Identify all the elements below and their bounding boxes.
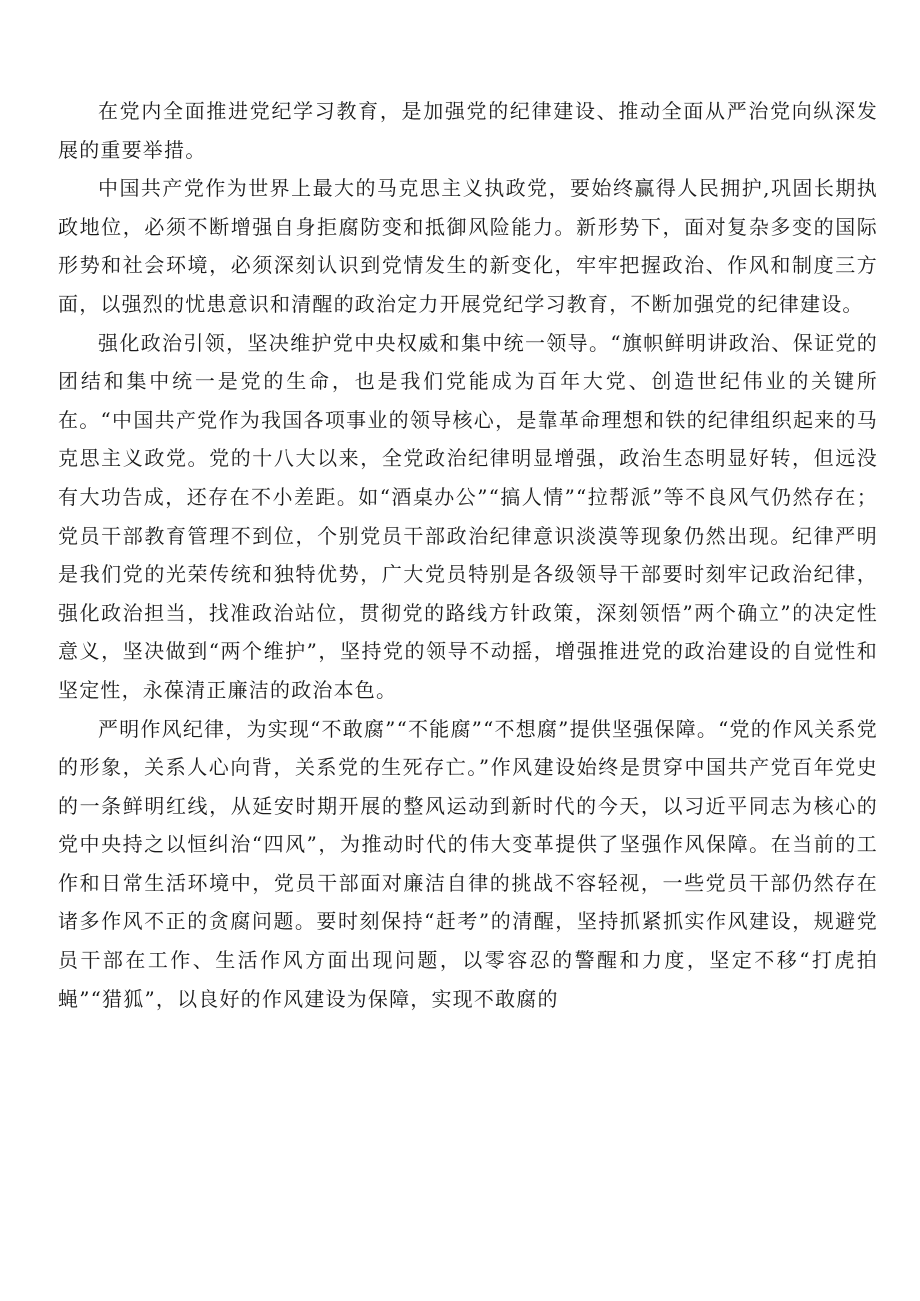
paragraph-3: 强化政治引领，坚决维护党中央权威和集中统一领导。“旗帜鲜明讲政治、保证党的团结和集中统一是党的生命，也是我们党能成为百年大党、创造世纪伟业的关键所在。“中国共产党作为我国各项事业的领导核心，是靠革命理想和铁的纪律组织起来的马克思主义政党。党的十八大以来，全党政治纪律明显增强，政治生态明显好转，但远没有大功告成，还存在不小差距。如“酒桌办公”“搞人情”“拉帮派”等不良风气仍然存在；党员干部教育管理不到位，个别党员干部政治纪律意识淡漠等现象仍然出现。纪律严明是我们党的光荣传统和独特优势，广大党员特别是各级领导干部要时刻牢记政治纪律，强化政治担当，找准政治站位，贯彻党的路线方针政策，深刻领悟”两个确立”的决定性意义，坚决做到“两个维护”，坚持党的领导不动摇，增强推进党的政治建设的自觉性和坚定性，永葆清正廉洁的政治本色。 bbox=[58, 330, 878, 702]
document-body bbox=[58, 92, 878, 1018]
paragraph-2: 中国共产党作为世界上最大的马克思主义执政党，要始终赢得人民拥护,巩固长期执政地位，必须不断增强自身拒腐防变和抵御风险能力。新形势下，面对复杂多变的国际形势和社会环境，必须深刻认识到党情发生的新变化，牢牢把握政治、作风和制度三方面，以强烈的忧患意识和清醒的政治定力开展党纪学习教育，不断加强党的纪律建设。 bbox=[58, 176, 878, 316]
paragraph-1: 在党内全面推进党纪学习教育，是加强党的纪律建设、推动全面从严治党向纵深发展的重要举措。 bbox=[58, 99, 878, 162]
paragraph-4: 严明作风纪律，为实现“不敢腐”“不能腐”“不想腐”提供坚强保障。“党的作风关系党的形象，关系人心向背，关系党的生死存亡。”作风建设始终是贯穿中国共产党百年党史的一条鲜明红线，从延安时期开展的整风运动到新时代的今天，以习近平同志为核心的党中央持之以恒纠治“四风”，为推动时代的伟大变革提供了坚强作风保障。在当前的工作和日常生活环境中，党员干部面对廉洁自律的挑战不容轻视，一些党员干部仍然存在诸多作风不正的贪腐问题。要时刻保持“赶考”的清醒，坚持抓紧抓实作风建设，规避党员干部在工作、生活作风方面出现问题，以零容忍的警醒和力度，坚定不移“打虎拍蝇”“猎狐”，以良好的作风建设为保障，实现不敢腐的 bbox=[58, 716, 878, 1011]
